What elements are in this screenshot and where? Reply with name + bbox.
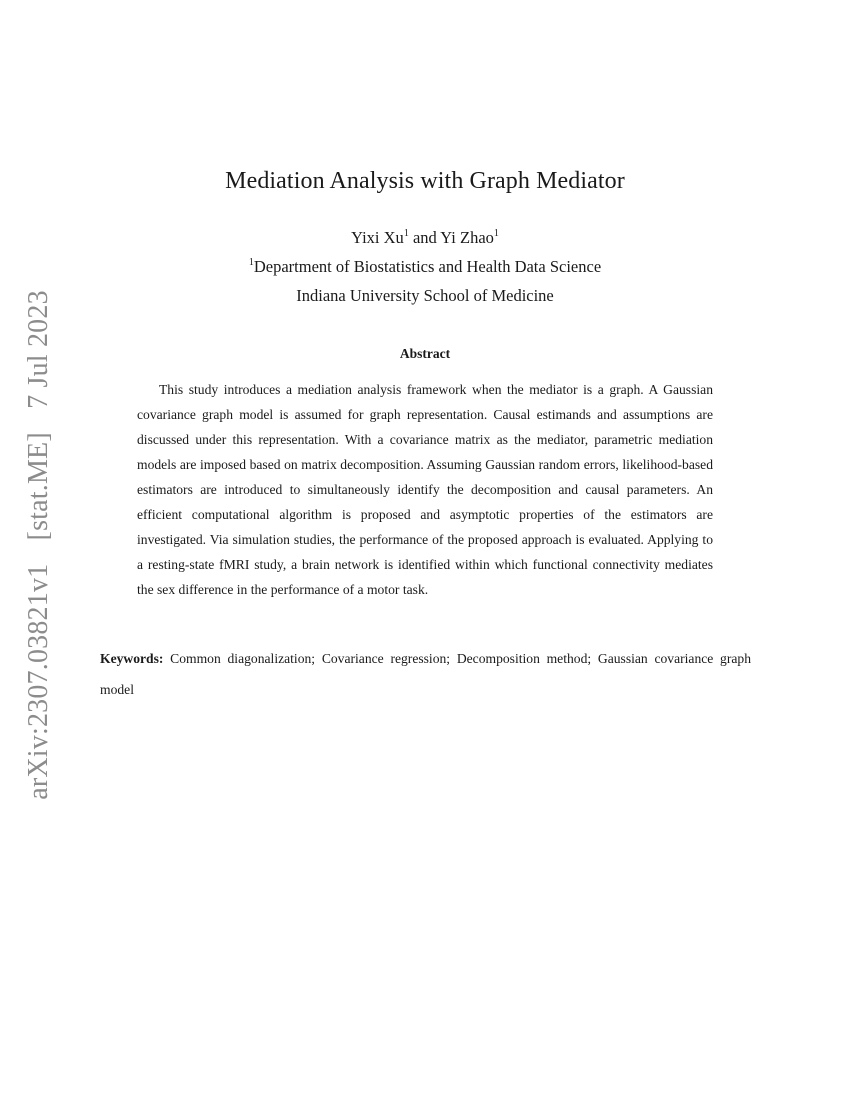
affiliation-mark: 1 [493, 228, 499, 239]
affiliation-mark: 1 [403, 228, 409, 239]
keywords-label: Keywords: [100, 651, 164, 666]
author-name: Yi Zhao [440, 228, 494, 247]
arxiv-stamp [23, 290, 55, 800]
author-name: Yixi Xu [351, 228, 404, 247]
abstract-heading: Abstract [399, 346, 451, 361]
arxiv-date: 7 Jul 2023 [23, 290, 54, 409]
arxiv-category: [stat.ME] [23, 432, 54, 541]
paper-title: Mediation Analysis with Graph Mediator [225, 168, 625, 194]
arxiv-id: arXiv:2307.03821v1 [23, 563, 54, 800]
keywords [100, 643, 751, 705]
author-list [0, 228, 850, 248]
affiliation-mark: 1 [248, 257, 254, 268]
keywords-text: Common diagonalization; Covariance regression; Decomposition method; Gaussian covariance graph model [100, 651, 751, 697]
abstract-text: This study introduces a mediation analysis framework when the mediator is a graph. A Gaussian covariance graph model is assumed for graph representation. Causal estimands and assumptions are discussed under this representation. With a covariance matrix as the mediator, parametric mediation models are imposed based on matrix decomposition. Assuming Gaussian random errors, likelihood-based estimators are introduced to simultaneously identify the decomposition and causal parameters. An efficient computational algorithm is proposed and asymptotic properties of the estimators are investigated. Via simulation studies, the performance of the proposed approach is evaluated. Applying to a resting-state fMRI study, a brain network is identified within which functional connectivity mediates the sex difference in the performance of a motor task. [137, 382, 713, 597]
affiliation-department [0, 257, 850, 277]
author-joiner: and [412, 228, 437, 247]
department-name: Department of Biostatistics and Health Data Science [253, 257, 602, 276]
affiliation-institution: Indiana University School of Medicine [296, 286, 554, 305]
